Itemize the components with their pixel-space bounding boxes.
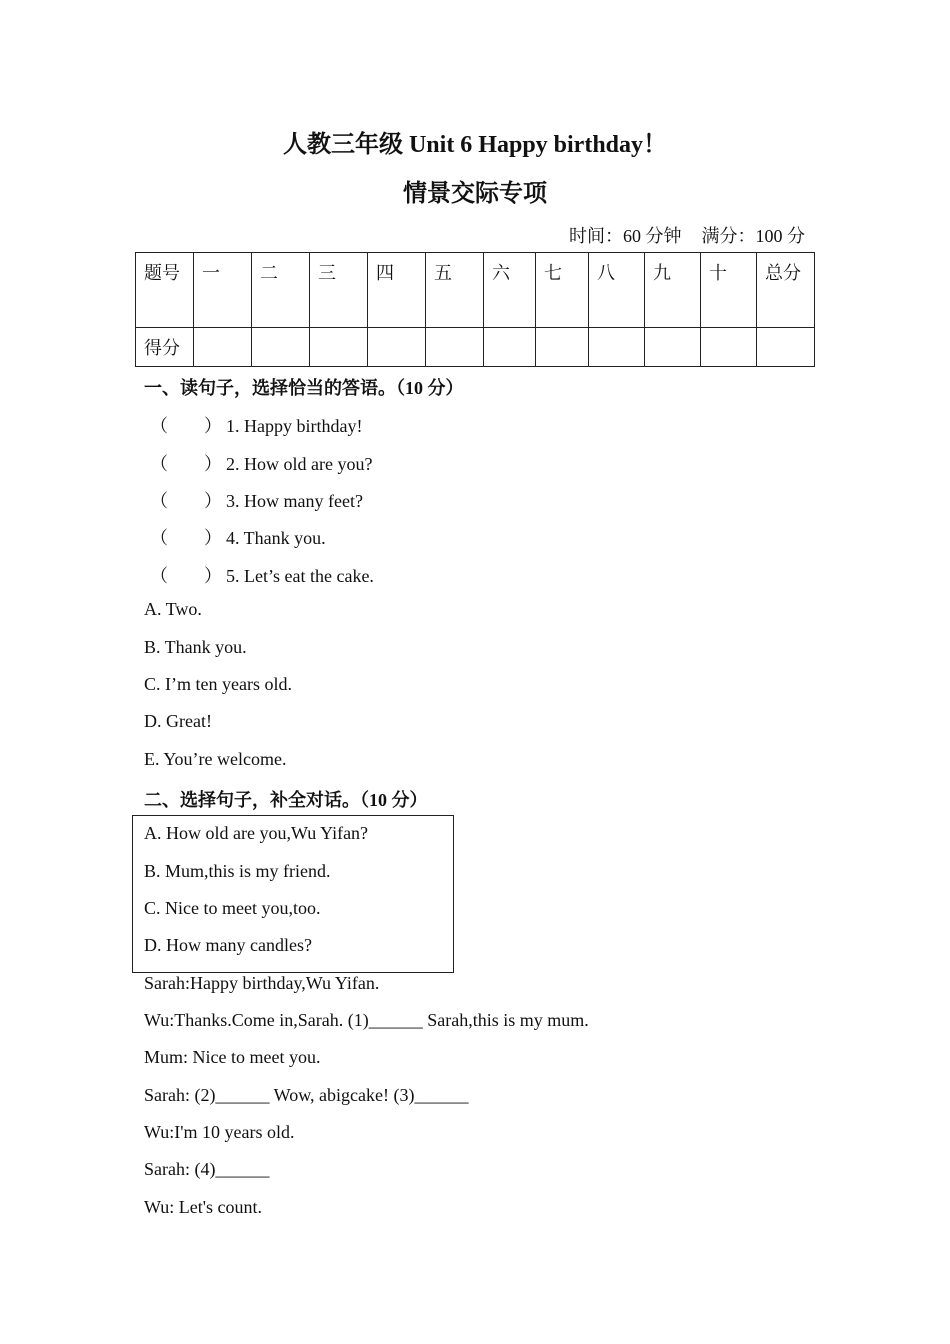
dialogue-line: Sarah:Happy birthday,Wu Yifan.	[144, 973, 380, 993]
question-item	[150, 487, 363, 513]
score-cell	[757, 328, 815, 367]
question-item	[150, 562, 374, 588]
page-title: 人教三年级 Unit 6 Happy birthday！	[282, 132, 668, 158]
score-table-header-row	[136, 253, 815, 328]
question-item	[150, 524, 326, 550]
dialogue-line: Mum: Nice to meet you.	[144, 1047, 321, 1067]
table-cell: 八	[589, 253, 645, 328]
score-table-score-row	[136, 328, 815, 367]
dialogue-line: Wu:Thanks.Come in,Sarah. (1)______ Sarah,this is my mum.	[144, 1010, 589, 1030]
table-cell: 七	[536, 253, 589, 328]
score-cell	[252, 328, 310, 367]
option-item: A. Two.	[144, 599, 202, 619]
score-table	[135, 252, 815, 367]
answer-paren: （ ）	[150, 491, 222, 511]
question-text: 1. Happy birthday!	[226, 416, 363, 436]
question-text: 5. Let’s eat the cake.	[226, 566, 374, 586]
page-subtitle: 情景交际专项	[403, 181, 547, 207]
option-item: D. Great!	[144, 711, 212, 731]
choice-item: A. How old are you,Wu Yifan?	[144, 823, 369, 843]
score-cell	[310, 328, 368, 367]
question-item	[150, 412, 362, 438]
table-cell: 题号	[136, 253, 194, 328]
table-cell: 九	[645, 253, 701, 328]
answer-paren: （ ）	[150, 454, 222, 474]
table-cell: 六	[484, 253, 536, 328]
answer-paren: （ ）	[150, 566, 222, 586]
option-item: E. You’re welcome.	[144, 749, 287, 769]
table-cell: 十	[701, 253, 757, 328]
answer-paren: （ ）	[150, 416, 222, 436]
time-limit: 时间：60 分钟	[569, 226, 682, 246]
question-text: 3. How many feet?	[226, 491, 363, 511]
dialogue-line: Sarah: (2)______ Wow, abigcake! (3)______	[144, 1085, 469, 1105]
score-cell	[194, 328, 252, 367]
table-cell: 五	[426, 253, 484, 328]
option-item: C. I’m ten years old.	[144, 674, 292, 694]
table-cell: 总分	[757, 253, 815, 328]
score-cell	[484, 328, 536, 367]
choice-item: B. Mum,this is my friend.	[144, 861, 331, 881]
table-cell: 得分	[136, 328, 194, 367]
score-cell	[589, 328, 645, 367]
score-cell	[536, 328, 589, 367]
score-cell	[645, 328, 701, 367]
table-cell: 三	[310, 253, 368, 328]
choice-item: C. Nice to meet you,too.	[144, 898, 321, 918]
section2-heading: 二、选择句子，补全对话。（10 分）	[144, 790, 428, 810]
score-cell	[368, 328, 426, 367]
dialogue-line: Wu: Let's count.	[144, 1197, 262, 1217]
question-text: 4. Thank you.	[226, 528, 326, 548]
choice-item: D. How many candles?	[144, 935, 312, 955]
score-cell	[426, 328, 484, 367]
question-text: 2. How old are you?	[226, 454, 373, 474]
option-item: B. Thank you.	[144, 637, 247, 657]
dialogue-line: Sarah: (4)______	[144, 1159, 270, 1179]
table-cell: 四	[368, 253, 426, 328]
time-score-info	[569, 222, 805, 248]
dialogue-line: Wu:I'm 10 years old.	[144, 1122, 295, 1142]
question-item	[150, 450, 372, 476]
table-cell: 二	[252, 253, 310, 328]
section1-heading: 一、读句子，选择恰当的答语。（10 分）	[144, 378, 464, 398]
table-cell: 一	[194, 253, 252, 328]
answer-paren: （ ）	[150, 528, 222, 548]
score-cell	[701, 328, 757, 367]
full-score: 满分：100 分	[701, 226, 805, 246]
